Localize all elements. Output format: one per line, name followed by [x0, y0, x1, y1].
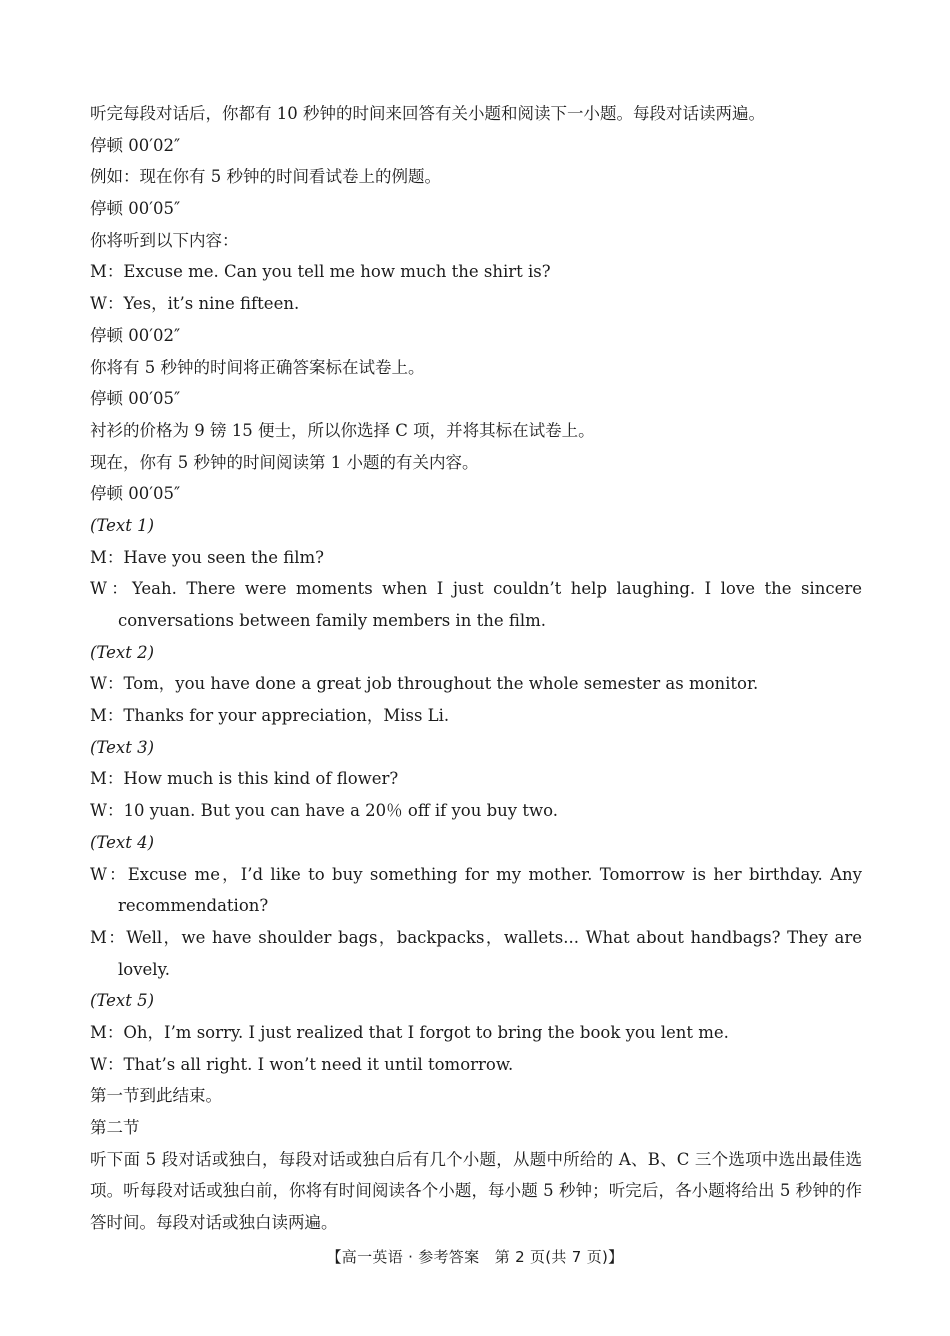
dialogue-line: M：Thanks for your appreciation，Miss Li. [90, 706, 450, 726]
pause-line: 停顿 00′05″ [90, 389, 181, 409]
dialogue-line: W：10 yuan. But you can have a 20％ off if you buy two. [90, 801, 558, 821]
dialogue-line: M：Oh，I’m sorry. I just realized that I forgot to bring the book you lent me. [90, 1023, 729, 1043]
pause-line: 停顿 00′05″ [90, 484, 181, 504]
text-label: (Text 5) [90, 991, 155, 1011]
dialogue-line: M：Have you seen the film? [90, 547, 324, 567]
pause-line: 停顿 00′02″ [90, 325, 181, 345]
pause-line: 停顿 00′05″ [90, 199, 181, 219]
text-label: (Text 4) [90, 832, 155, 852]
dialogue-line: W：Tom，you have done a great job throughout the whole semester as monitor. [90, 674, 759, 694]
instruction-line: 听完每段对话后，你都有 10 秒钟的时间来回答有关小题和阅读下一小题。每段对话读两遍。 [90, 104, 765, 123]
dialogue-line: W：That’s all right. I won’t need it until tomorrow. [90, 1054, 514, 1074]
text-label: (Text 3) [90, 737, 155, 757]
page-footer: 【高一英语 · 参考答案 第 2 页(共 7 页)】 [326, 1248, 624, 1266]
instruction-line: 你将有 5 秒钟的时间将正确答案标在试卷上。 [90, 357, 425, 377]
dialogue-line: M：Excuse me. Can you tell me how much the shirt is? [90, 262, 551, 282]
instruction-line: 现在，你有 5 秒钟的时间阅读第 1 小题的有关内容。 [90, 452, 479, 472]
instruction-line: 你将听到以下内容： [90, 230, 239, 250]
instruction-line: 衬衫的价格为 9 镑 15 便士，所以你选择 C 项，并将其标在试卷上。 [90, 420, 595, 440]
text-label: (Text 2) [90, 642, 155, 662]
instruction-line: 例如：现在你有 5 秒钟的时间看试卷上的例题。 [90, 167, 441, 187]
section-heading: 第二节 [90, 1118, 140, 1138]
page-body [90, 98, 862, 1239]
instruction-paragraph: 听下面 5 段对话或独白，每段对话或独白后有几个小题，从题中所给的 A、B、C 三个选项中选出最佳选项。听每段对话或独白前，你将有时间阅读各个小题，每小题 5 秒钟；听完后，各小题将给出 5 秒钟的作答时间。每段对话或独白读两遍。 [90, 1149, 862, 1233]
dialogue-line: W：Yes，it’s nine fifteen. [90, 294, 300, 314]
dialogue-line: M：How much is this kind of flower? [90, 769, 399, 789]
text-label: (Text 1) [90, 515, 155, 535]
pause-line: 停顿 00′02″ [90, 135, 181, 155]
section-end-line: 第一节到此结束。 [90, 1086, 222, 1106]
dialogue-line: W：Excuse me，I’d like to buy something for my mother. Tomorrow is her birthday. Any recommendation? [90, 864, 862, 916]
dialogue-line: M：Well，we have shoulder bags，backpacks，wallets... What about handbags? They are lovely. [90, 927, 862, 979]
dialogue-line: W：Yeah. There were moments when I just couldn’t help laughing. I love the sincere conversations between family members in the film. [90, 579, 862, 631]
